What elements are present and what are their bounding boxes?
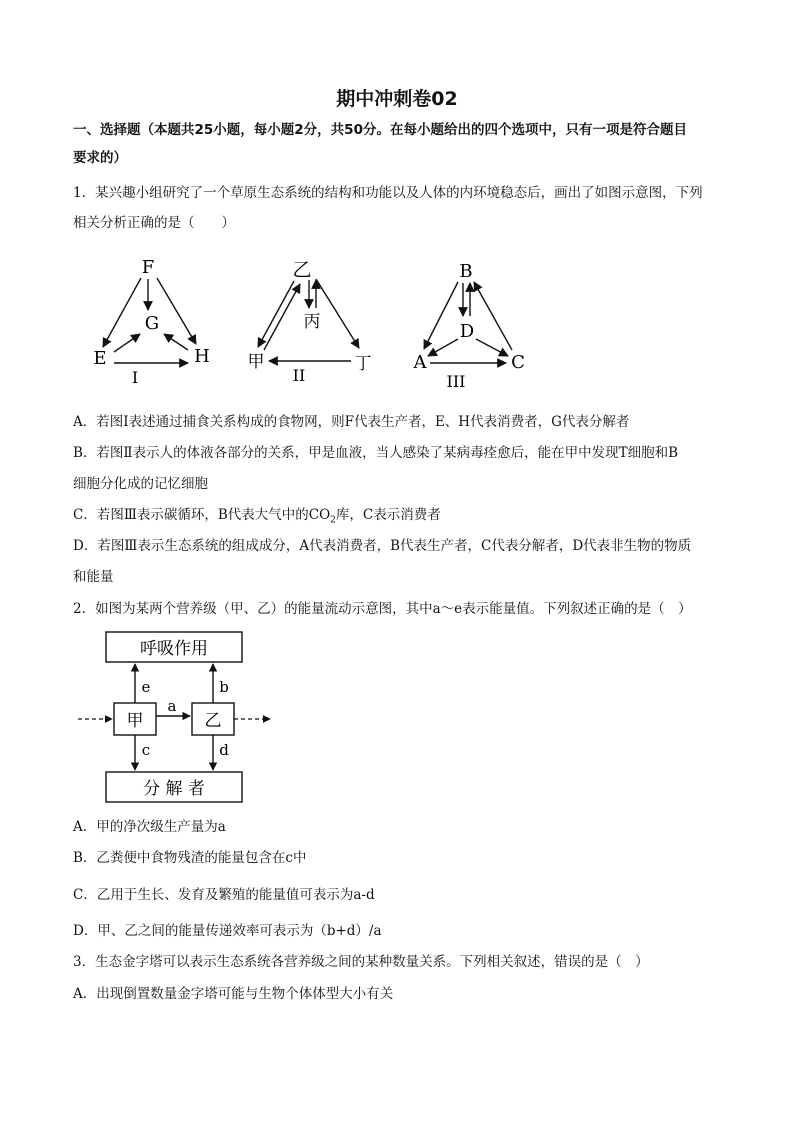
arrow-yi-ding (316, 279, 359, 348)
diagram-i-node-top: F (141, 257, 155, 278)
label-d: d (219, 741, 229, 759)
yi-box-label: 乙 (204, 711, 222, 731)
arrow-h-g (164, 334, 188, 350)
q1-option-b-line1: B．若图Ⅱ表示人的体液各部分的关系，甲是血液，当人感染了某病毒痊愈后，能在甲中发现T细胞和B (73, 445, 679, 461)
q2-option-c: C．乙用于生长、发育及繁殖的能量值可表示为a-d (73, 887, 375, 903)
diagram-i-node-left: E (93, 348, 107, 369)
diagram-ii-node-left: 甲 (247, 352, 265, 372)
diagram-i-label: I (131, 368, 139, 387)
label-b: b (219, 678, 229, 696)
label-a: a (167, 697, 177, 715)
q1-option-c-post: 库，C表示消费者 (335, 507, 441, 523)
q1-option-d-line1: D．若图Ⅲ表示生态系统的组成成分，A代表消费者，B代表生产者，C代表分解者，D代表非生物的物质 (73, 538, 692, 554)
q3-option-a: A．出现倒置数量金字塔可能与生物个体体型大小有关 (73, 986, 394, 1002)
q1-option-d-line2: 和能量 (73, 569, 114, 585)
q2-option-d: D．甲、乙之间的能量传递效率可表示为（b+d）/a (73, 923, 382, 939)
diagram-iii-node-top: B (459, 261, 473, 282)
q2-option-b: B．乙粪便中食物残渣的能量包含在c中 (73, 850, 307, 866)
label-e: e (141, 678, 151, 696)
diagram-i-node-center: G (144, 313, 160, 334)
q1-option-a: A．若图Ⅰ表述通过捕食关系构成的食物网，则F代表生产者，E、H代表消费者，G代表分解者 (73, 414, 630, 430)
section-heading-line1: 一、选择题（本题共25小题，每小题2分，共50分。在每小题给出的四个选项中，只有一项是符合题目 (73, 122, 687, 138)
q3-stem: 3．生态金字塔可以表示生态系统各营养级之间的某种数量关系。下列相关叙述，错误的是（ ） (73, 954, 649, 970)
arrow-d-a (428, 339, 458, 356)
page-title: 期中冲刺卷02 (336, 88, 458, 110)
arrow-e-g (114, 334, 140, 352)
diagram-i-node-right: H (194, 346, 210, 367)
q1-option-b-line2: 细胞分化成的记忆细胞 (73, 476, 208, 492)
q1-diagrams (80, 252, 540, 392)
diagram-iii (413, 261, 525, 391)
arrow-b-a (424, 282, 458, 349)
arrow-d-c (476, 339, 508, 356)
arrow-yi-jia (258, 281, 294, 347)
q1-stem-line1: 1．某兴趣小组研究了一个草原生态系统的结构和功能以及人体的内环境稳态后，画出了如图示意图，下列 (73, 185, 703, 201)
diagram-ii-node-right: 丁 (354, 354, 372, 374)
q1-option-c-sub: 2 (330, 515, 336, 526)
q1-stem-line2: 相关分析正确的是（ ） (73, 215, 235, 231)
q2-energy-diagram (76, 630, 276, 808)
q1-option-c (73, 505, 441, 531)
decomposer-box-label: 分 解 者 (143, 779, 205, 799)
label-c: c (141, 741, 151, 759)
diagram-ii-node-top: 乙 (292, 259, 312, 281)
q2-option-a: A．甲的净次级生产量为a (73, 819, 226, 835)
diagram-iii-node-center: D (459, 321, 475, 342)
arrow-jia-yi (264, 284, 300, 350)
diagram-iii-label: III (446, 372, 466, 391)
respiration-box-label: 呼吸作用 (140, 639, 208, 659)
diagram-iii-node-right: C (511, 352, 525, 373)
arrow-c-b (474, 282, 512, 350)
section-heading-line2: 要求的） (73, 150, 127, 166)
diagram-ii-label: II (292, 366, 306, 385)
diagram-i (93, 257, 209, 387)
diagram-ii (248, 259, 372, 385)
diagram-ii-node-center: 丙 (303, 312, 321, 332)
q1-option-c-pre: C．若图Ⅲ表示碳循环，B代表大气中的CO (73, 507, 331, 523)
q2-stem: 2．如图为某两个营养级（甲、乙）的能量流动示意图，其中a～e表示能量值。下列叙述正确的是（ ） (73, 601, 692, 617)
jia-box-label: 甲 (126, 711, 144, 731)
arrow-f-h (157, 278, 196, 344)
diagram-iii-node-left: A (413, 352, 427, 373)
